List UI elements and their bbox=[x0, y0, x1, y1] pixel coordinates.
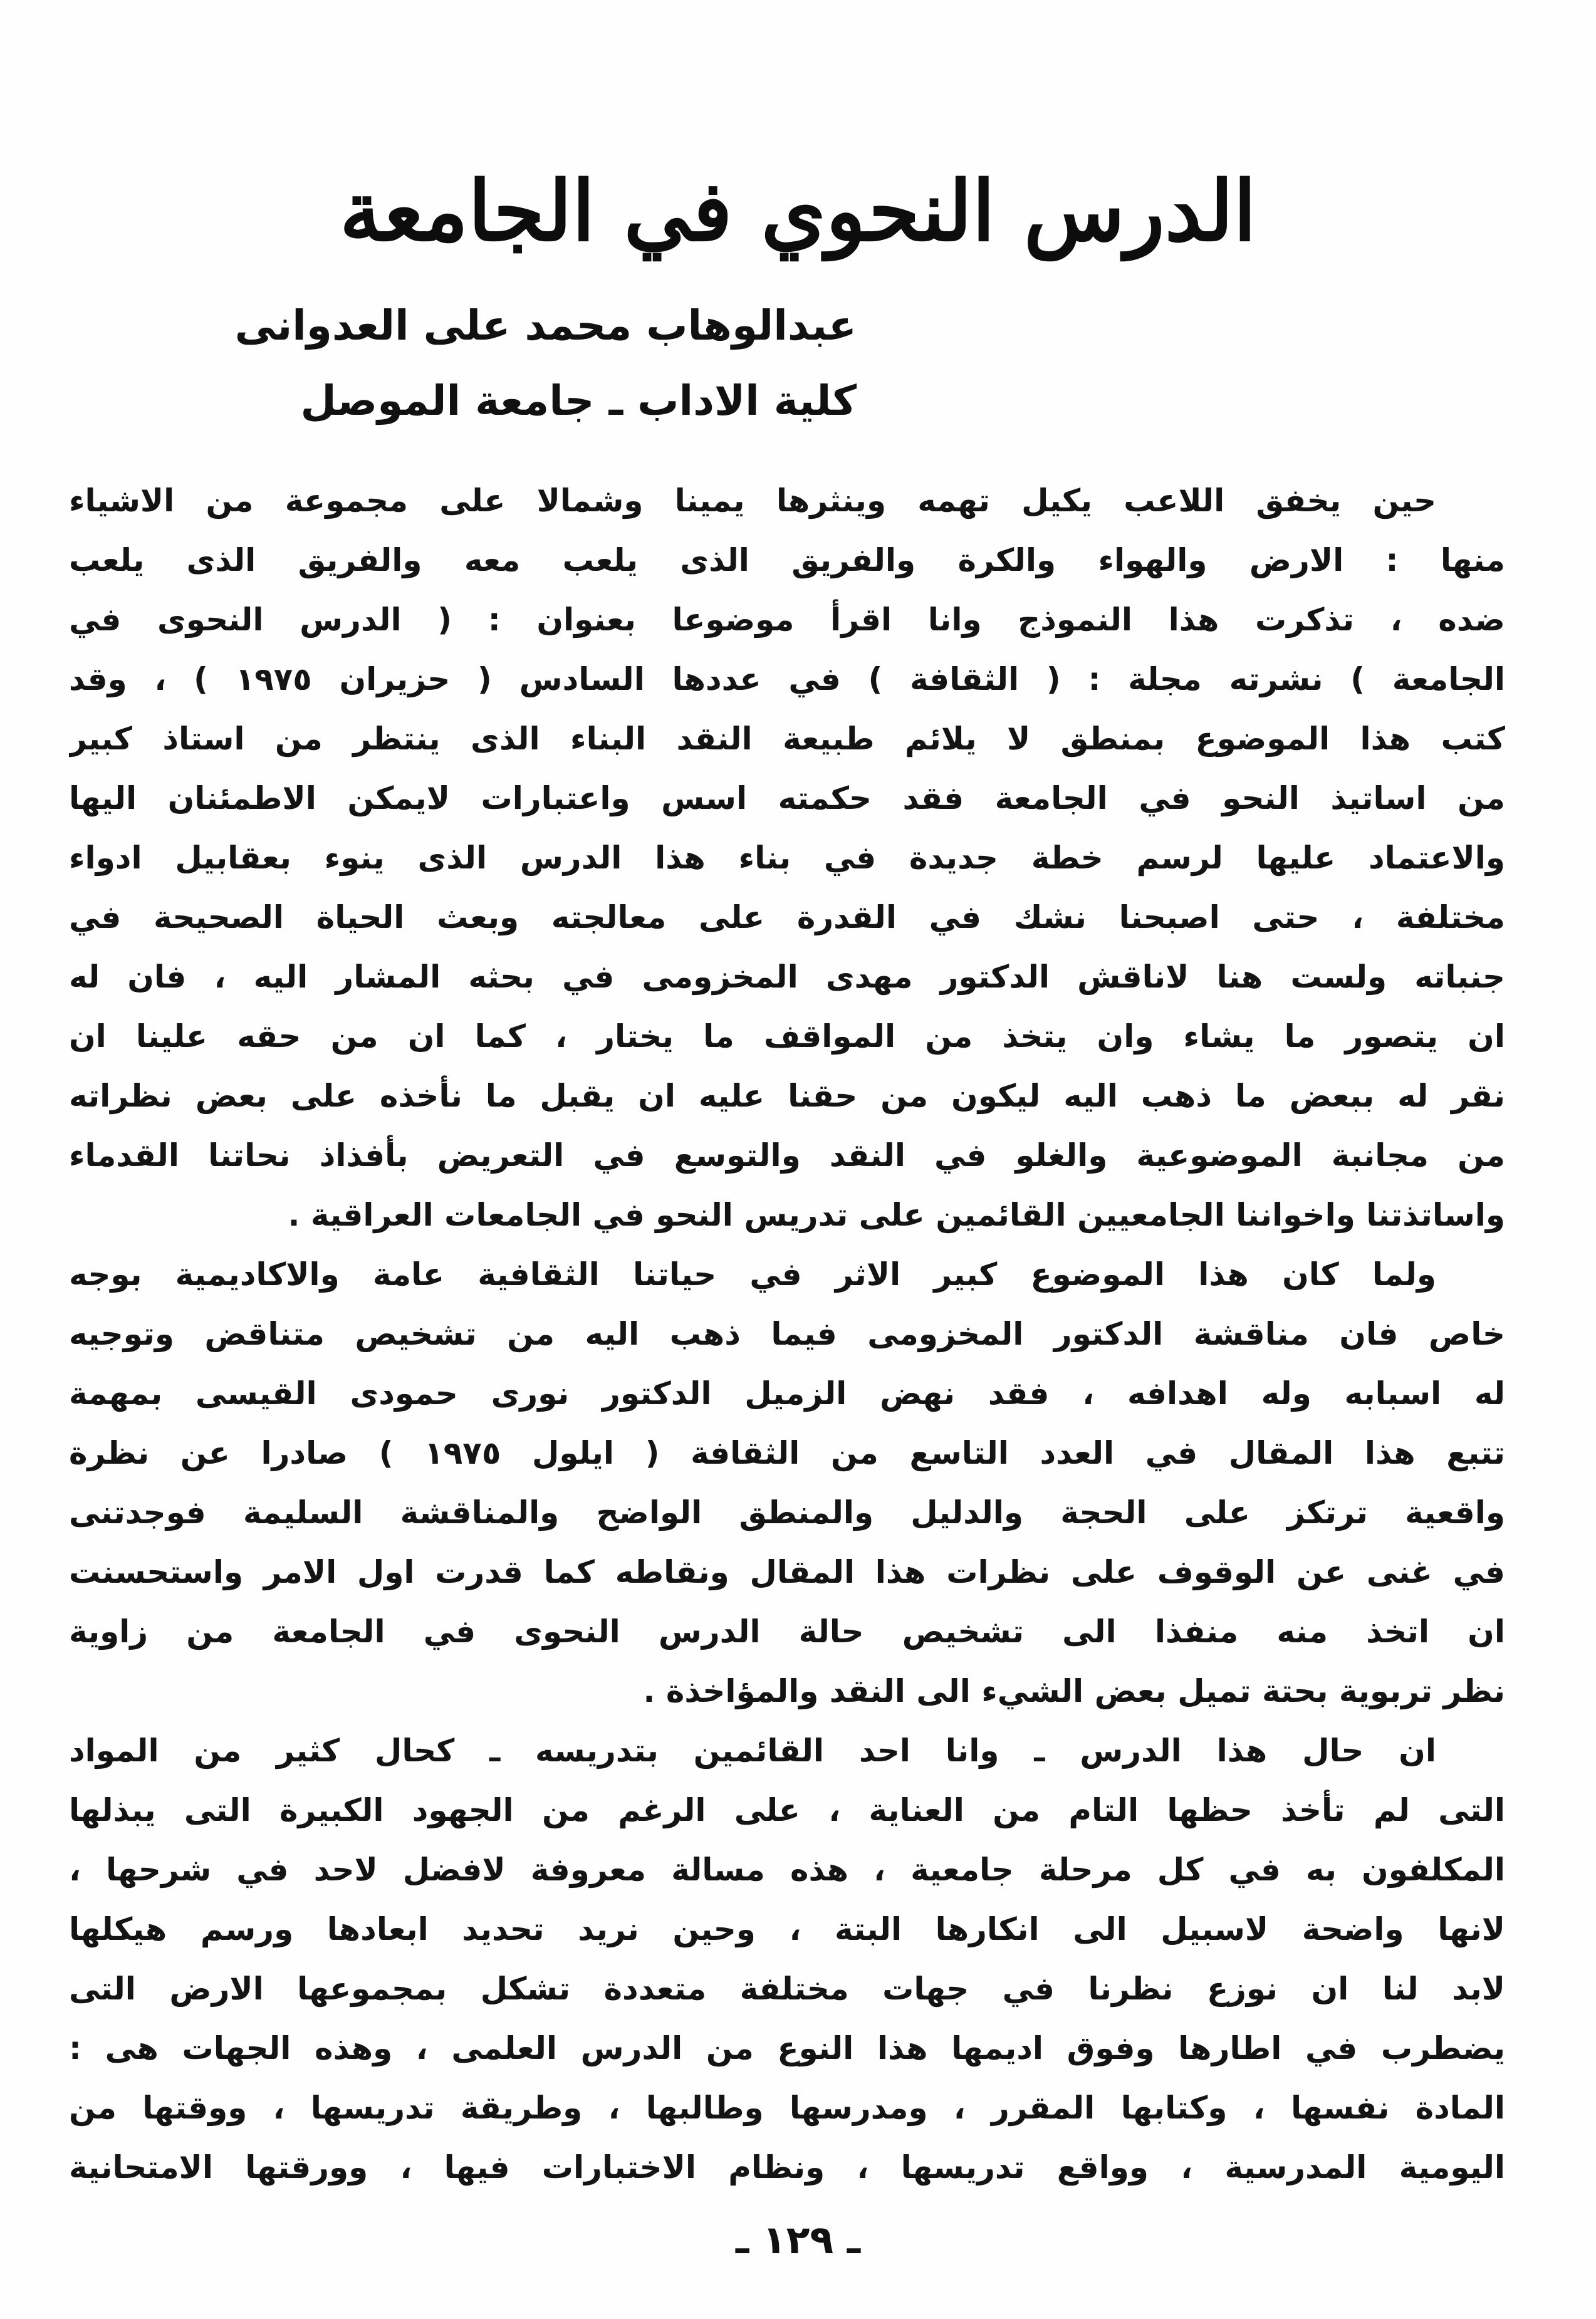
author-block bbox=[167, 288, 857, 439]
body-line: لانها واضحة لاسبيل الى انكارها البتة ، وحين نريد تحديد ابعادها ورسم هيكلها bbox=[69, 1911, 1505, 1947]
body-line: ضده ، تذكرت هذا النموذج وانا اقرأ موضوعا بعنوان : ( الدرس النحوى في bbox=[69, 602, 1505, 638]
author-name: عبدالوهاب محمد على العدوانى bbox=[234, 301, 857, 350]
article-title: الدرس النحوي في الجامعة bbox=[340, 163, 1256, 261]
body-line: في غنى عن الوقوف على نظرات هذا المقال ونقاطه كما قدرت اول الامر واستحسنت bbox=[69, 1554, 1505, 1590]
body-line: جنباته ولست هنا لاناقش الدكتور مهدى المخزومى في بحثه المشار اليه ، فان له bbox=[69, 959, 1505, 995]
body-line: ولما كان هذا الموضوع كبير الاثر في حياتنا الثقافية عامة والاكاديمية بوجه bbox=[69, 1256, 1436, 1293]
body-line: مختلفة ، حتى اصبحنا نشك في القدرة على معالجته وبعث الحياة الصحيحة في bbox=[69, 899, 1505, 935]
body-line: والاعتماد عليها لرسم خطة جديدة في بناء هذا الدرس الذى ينوء بعقابيل ادواء bbox=[69, 840, 1505, 876]
body-line: منها : الارض والهواء والكرة والفريق الذى يلعب معه والفريق الذى يلعب bbox=[69, 542, 1505, 578]
body-line: خاص فان مناقشة الدكتور المخزومى فيما ذهب اليه من تشخيص متناقض وتوجيه bbox=[69, 1316, 1505, 1352]
body-line: ان اتخذ منه منفذا الى تشخيص حالة الدرس النحوى في الجامعة من زاوية bbox=[69, 1613, 1505, 1650]
body-line: واساتذتنا واخواننا الجامعيين القائمين على تدريس النحو في الجامعات العراقية . bbox=[288, 1197, 1505, 1233]
body-line: ان يتصور ما يشاء وان يتخذ من المواقف ما يختار ، كما ان من حقه علينا ان bbox=[69, 1018, 1505, 1055]
body-line: المكلفون به في كل مرحلة جامعية ، هذه مسالة معروفة لافضل لاحد في شرحها ، bbox=[69, 1852, 1505, 1888]
body-line: من مجانبة الموضوعية والغلو في النقد والتوسع في التعريض بأفذاذ نحاتنا القدماء bbox=[69, 1137, 1505, 1174]
body-line: كتب هذا الموضوع بمنطق لا يلائم طبيعة النقد البناء الذى ينتظر من استاذ كبير bbox=[69, 721, 1505, 757]
body-line: تتبع هذا المقال في العدد التاسع من الثقافة ( ايلول ١٩٧٥ ) صادرا عن نظرة bbox=[69, 1435, 1505, 1471]
body-line: له اسبابه وله اهدافه ، فقد نهض الزميل الدكتور نورى حمودى القيسى بمهمة bbox=[69, 1375, 1505, 1412]
body-line: نقر له ببعض ما ذهب اليه ليكون من حقنا عليه ان يقبل ما نأخذه على بعض نظراته bbox=[69, 1078, 1505, 1114]
body-line: حين يخفق اللاعب يكيل تهمه وينثرها يمينا وشمالا على مجموعة من الاشياء bbox=[69, 482, 1436, 519]
body-line: المادة نفسها ، وكتابها المقرر ، ومدرسها وطالبها ، وطريقة تدريسها ، ووقتها من bbox=[69, 2090, 1505, 2126]
body-line: ان حال هذا الدرس ـ وانا احد القائمين بتدريسه ـ كحال كثير من المواد bbox=[69, 1733, 1436, 1769]
body-line: واقعية ترتكز على الحجة والدليل والمنطق الواضح والمناقشة السليمة فوجدتنى bbox=[69, 1494, 1505, 1531]
body-line: التى لم تأخذ حظها التام من العناية ، على الرغم من الجهود الكبيرة التى يبذلها bbox=[69, 1792, 1505, 1828]
body-line: لابد لنا ان نوزع نظرنا في جهات مختلفة متعددة تشكل بمجموعها الارض التى bbox=[69, 1971, 1505, 2007]
body-line: يضطرب في اطارها وفوق اديمها هذا النوع من الدرس العلمى ، وهذه الجهات هى : bbox=[69, 2030, 1505, 2066]
body-line: الجامعة ) نشرته مجلة : ( الثقافة ) في عددها السادس ( حزيران ١٩٧٥ ) ، وقد bbox=[69, 661, 1505, 697]
article-body bbox=[69, 471, 1505, 2197]
body-line: نظر تربوية بحتة تميل بعض الشيء الى النقد والمؤاخذة . bbox=[643, 1673, 1505, 1709]
body-line: من اساتيذ النحو في الجامعة فقد حكمته اسس واعتبارات لايمكن الاطمئنان اليها bbox=[69, 780, 1505, 816]
body-line: اليومية المدرسية ، وواقع تدريسها ، ونظام الاختبارات فيها ، وورقتها الامتحانية bbox=[69, 2149, 1505, 2186]
page-number: ـ ١٢٩ ـ bbox=[735, 2217, 861, 2263]
author-affiliation: كلية الاداب ـ جامعة الموصل bbox=[300, 377, 857, 425]
